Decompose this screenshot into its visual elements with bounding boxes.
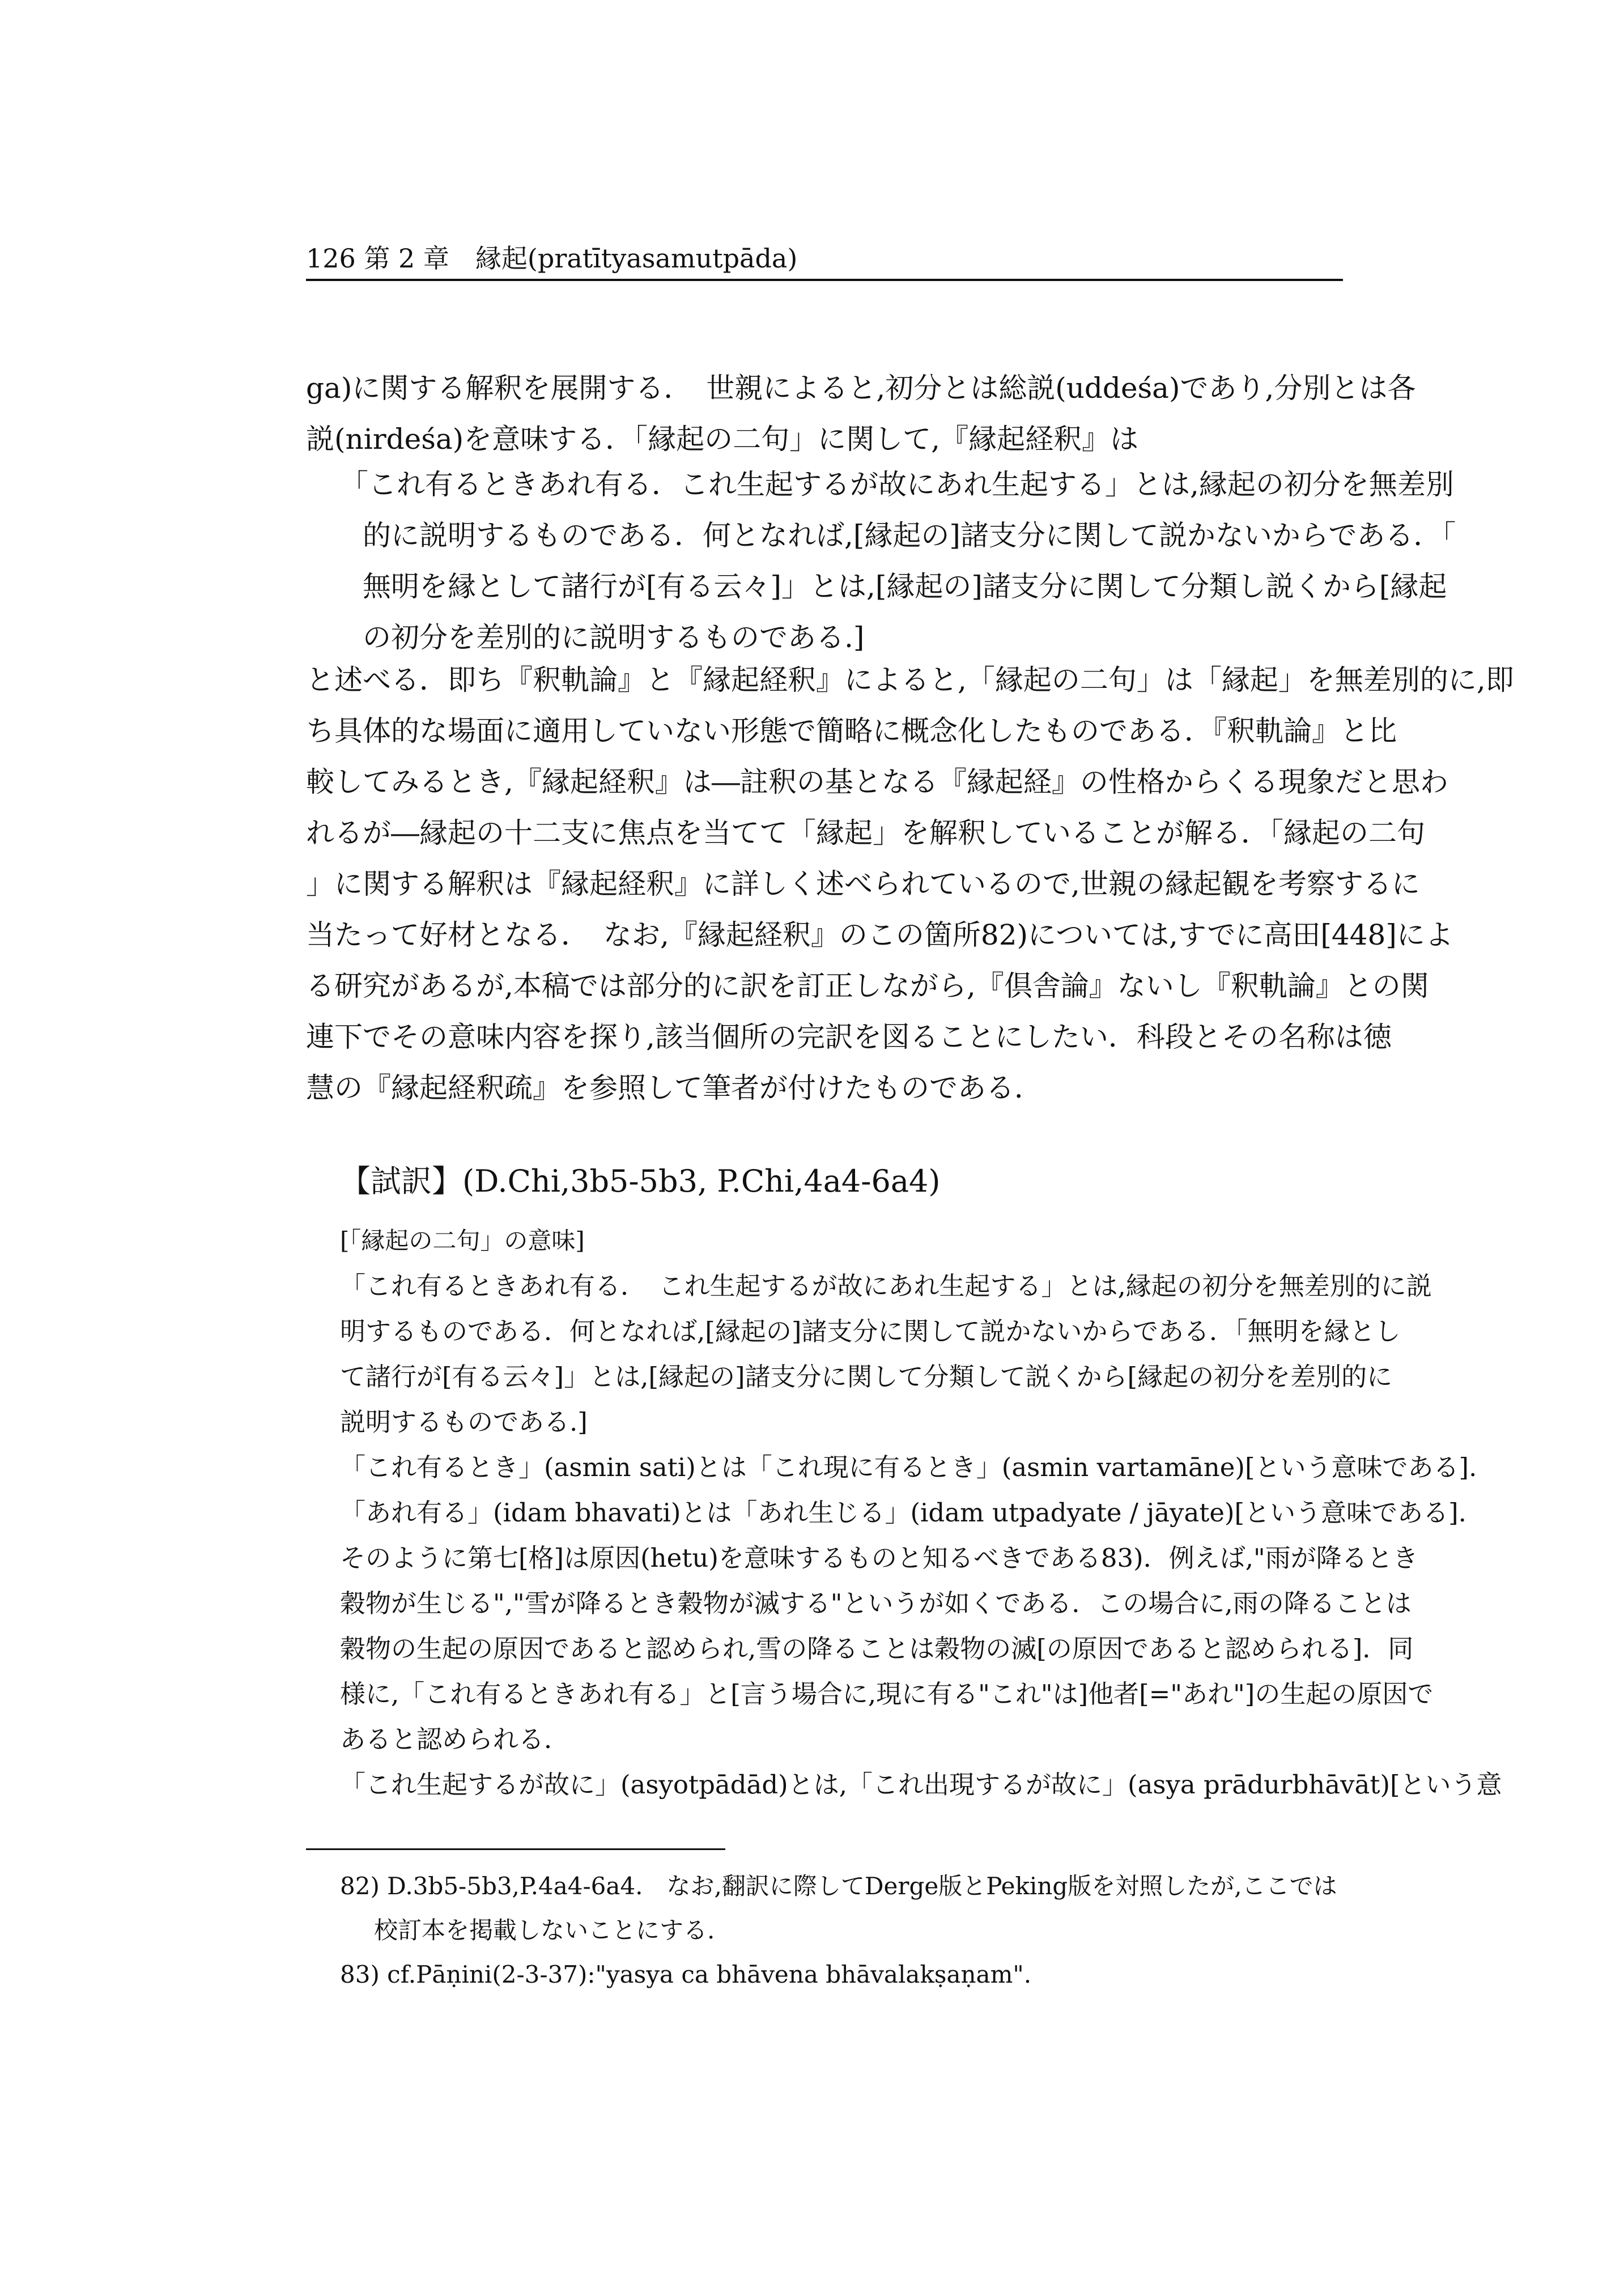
block-quote (340, 459, 1456, 663)
section-title: 【試訳】(D.Chi,3b5-5b3, P.Chi,4a4-6a4) (340, 1163, 941, 1199)
text-line: 「これ生起するが故に」(asyotpādād)とは,「これ出現するが故に」(asya prādurbhāvāt)[という意 (340, 1770, 1502, 1800)
text-line: 穀物が生じる","雪が降るとき穀物が滅する"というが如くである．この場合に,雨の降ることは (340, 1588, 1412, 1618)
text-line: 明するものである．何となれば,[縁起の]諸支分に関して説かないからである．「無明を縁とし (340, 1316, 1401, 1346)
footnote-82: 82) D.3b5-5b3,P.4a4-6a4. なお,翻訳に際してDerge版とPeking版を対照したが,ここでは (340, 1872, 1337, 1900)
text-line: 様に,「これ有るときあれ有る」と[言う場合に,現に有る"これ"は]他者[="あれ"]の生起の原因で (340, 1679, 1434, 1709)
footnote-83: 83) cf.Pāṇini(2-3-37):"yasya ca bhāvena bhāvalakṣaṇam". (340, 1961, 1032, 1988)
footnote-82-continued: 校訂本を掲載しないことにする. (374, 1916, 715, 1944)
text-line: 「あれ有る」(idam bhavati)とは「あれ生じる」(idam utpadyate / jāyate)[という意味である]. (340, 1498, 1466, 1528)
footnotes (340, 1864, 1337, 1997)
text-line: 「これ有るとき」(asmin sati)とは「これ現に有るとき」(asmin vartamāne)[という意味である]. (340, 1452, 1477, 1482)
discussion-paragraph (306, 654, 1514, 1113)
text-line: 無明を縁として諸行が[有る云々]」とは,[縁起の]諸支分に関して分類し説くから[縁起 (363, 570, 1447, 603)
text-line: 慧の『縁起経釈疏』を参照して筆者が付けたものである． (306, 1072, 1043, 1104)
running-header: 126 第 2 章 縁起(pratītyasamutpāda) (306, 238, 1343, 281)
text-line: ga)に関する解釈を展開する． 世親によると,初分とは総説(uddeśa)であり,分別とは各 (306, 372, 1416, 405)
text-line: 「これ有るときあれ有る． これ生起するが故にあれ生起する」とは,縁起の初分を無差別的に説 (340, 1271, 1432, 1301)
text-line: 当たって好材となる． なお,『縁起経釈』のこの箇所82)については,すでに高田[448]によ (306, 919, 1453, 951)
text-line: 的に説明するものである．何となれば,[縁起の]諸支分に関して説かないからである．「 (363, 519, 1456, 552)
text-line: 較してみるとき,『縁起経釈』は―註釈の基となる『縁起経』の性格からくる現象だと思わ (306, 766, 1448, 798)
text-line: れるが―縁起の十二支に焦点を当てて「縁起」を解釈していることが解る．「縁起の二句 (306, 817, 1425, 849)
footnote-divider (306, 1848, 725, 1850)
text-line: 」に関する解釈は『縁起経釈』に詳しく述べられているので,世親の縁起観を考察するに (306, 868, 1420, 900)
text-line: 穀物の生起の原因であると認められ,雪の降ることは穀物の滅[の原因であると認められる]．同 (340, 1634, 1414, 1664)
text-line: ち具体的な場面に適用していない形態で簡略に概念化したものである．『釈軌論』と比 (306, 715, 1397, 747)
text-line: 説(nirdeśa)を意味する．「縁起の二句」に関して,『縁起経釈』は (306, 423, 1139, 456)
text-line: 説明するものである.] (340, 1407, 588, 1437)
text-line: の初分を差別的に説明するものである.] (363, 621, 865, 654)
text-line: 「これ有るときあれ有る．これ生起するが故にあれ生起する」とは,縁起の初分を無差別 (340, 468, 1454, 501)
text-line: る研究があるが,本稿では部分的に訳を訂正しながら,『倶舎論』ないし『釈軌論』との関 (306, 970, 1429, 1002)
text-line: て諸行が[有る云々]」とは,[縁起の]諸支分に関して分類して説くから[縁起の初分を差別的に (340, 1362, 1393, 1392)
intro-paragraph (306, 363, 1416, 465)
text-line: あると認められる． (340, 1724, 570, 1754)
section-subtitle: [「縁起の二句」の意味] (340, 1227, 585, 1255)
text-line: 連下でその意味内容を探り,該当個所の完訳を図ることにしたい．科段とその名称は徳 (306, 1021, 1392, 1053)
text-line: と述べる．即ち『釈軌論』と『縁起経釈』によると,「縁起の二句」は「縁起」を無差別的に,即 (306, 664, 1514, 696)
translation-text (340, 1264, 1502, 1808)
text-line: そのように第七[格]は原因(hetu)を意味するものと知るべきである83)．例えば,"雨が降るとき (340, 1543, 1418, 1573)
